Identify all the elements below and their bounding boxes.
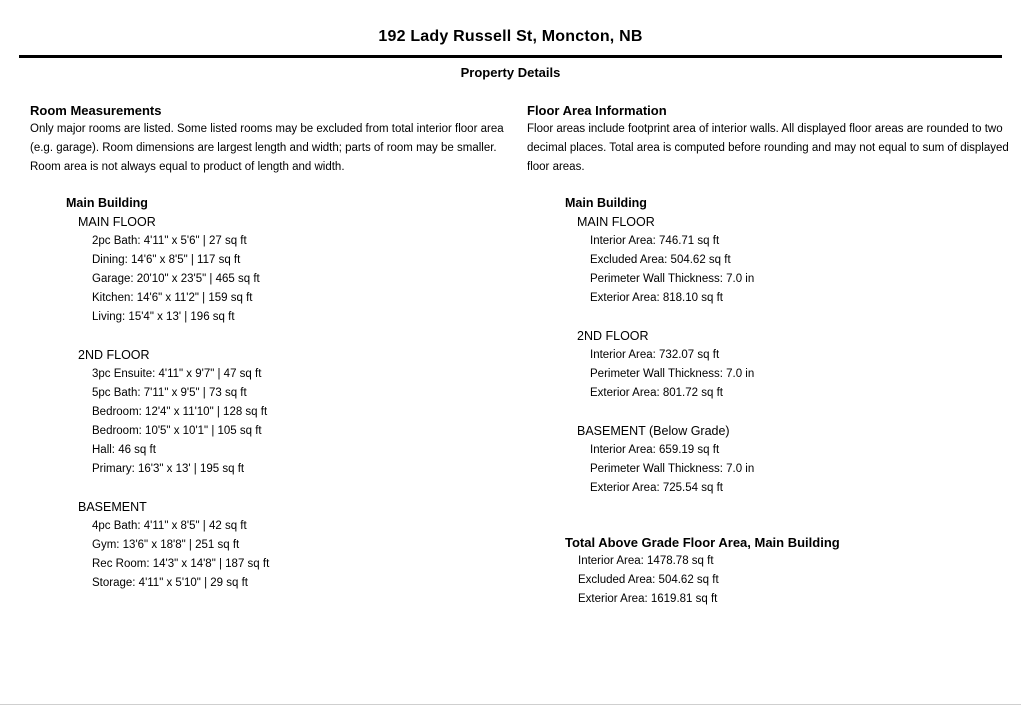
room-entry: Primary: 16'3" x 13' | 195 sq ft [92, 463, 245, 475]
floor-section-2nd-floor [30, 346, 497, 479]
floor-detail-entry: Interior Area: 659.19 sq ft [590, 444, 720, 456]
header-rule [19, 55, 1002, 58]
room-measurements-heading: Room Measurements [30, 103, 162, 118]
floor-detail-entry: Exterior Area: 801.72 sq ft [590, 387, 723, 399]
floor-detail-entry: Excluded Area: 504.62 sq ft [590, 254, 731, 266]
floor-section-main-floor [30, 213, 497, 327]
room-measurements-section [30, 101, 504, 609]
floor-name: 2ND FLOOR [78, 348, 150, 362]
room-entry: Bedroom: 10'5" x 10'1" | 105 sq ft [92, 425, 262, 437]
room-entry: 5pc Bath: 7'11" x 9'5" | 73 sq ft [92, 387, 247, 399]
description-line: Floor areas include footprint area of interior walls. All displayed floor areas are rounded to two [527, 123, 1003, 135]
room-entry: Storage: 4'11" x 5'10" | 29 sq ft [92, 577, 248, 589]
floor-detail-entry: Interior Area: 732.07 sq ft [590, 349, 720, 361]
floor-name: MAIN FLOOR [78, 215, 156, 229]
floor-detail-entry: Perimeter Wall Thickness: 7.0 in [590, 463, 755, 475]
room-entry: Hall: 46 sq ft [92, 444, 156, 456]
content-columns [0, 101, 1021, 609]
room-measurements-description [30, 120, 504, 177]
floor-area-heading: Floor Area Information [527, 103, 667, 118]
floor-section-basement [30, 498, 497, 593]
floor-detail-entry: Perimeter Wall Thickness: 7.0 in [590, 368, 755, 380]
room-entry: Living: 15'4" x 13' | 196 sq ft [92, 311, 235, 323]
room-entry: 3pc Ensuite: 4'11" x 9'7" | 47 sq ft [92, 368, 262, 380]
document-subtitle: Property Details [460, 65, 561, 80]
floor-name: BASEMENT (Below Grade) [577, 424, 730, 438]
room-entry: Rec Room: 14'3" x 14'8" | 187 sq ft [92, 558, 270, 570]
total-heading: Total Above Grade Floor Area, Main Building [565, 535, 840, 550]
floor-area-main-floor [527, 213, 1004, 308]
building-name: Main Building [66, 196, 148, 210]
room-entry: Gym: 13'6" x 18'8" | 251 sq ft [92, 539, 240, 551]
floor-area-information-section [527, 101, 1009, 609]
floor-detail-entry: Perimeter Wall Thickness: 7.0 in [590, 273, 755, 285]
description-line: floor areas. [527, 161, 585, 173]
page-bottom-rule [0, 704, 1021, 705]
floor-detail-entry: Interior Area: 746.71 sq ft [590, 235, 720, 247]
total-detail-entry: Excluded Area: 504.62 sq ft [578, 574, 719, 586]
total-detail-entry: Exterior Area: 1619.81 sq ft [578, 593, 718, 605]
floor-name: BASEMENT [78, 500, 147, 514]
room-entry: Dining: 14'6" x 8'5" | 117 sq ft [92, 254, 241, 266]
floor-name: 2ND FLOOR [577, 329, 649, 343]
building-name: Main Building [565, 196, 647, 210]
description-line: decimal places. Total area is computed before rounding and may not equal to sum of displayed [527, 142, 1009, 154]
floor-detail-entry: Exterior Area: 818.10 sq ft [590, 292, 723, 304]
room-entry: Bedroom: 12'4" x 11'10" | 128 sq ft [92, 406, 268, 418]
total-above-grade-section [527, 533, 1004, 609]
document-title: 192 Lady Russell St, Moncton, NB [378, 28, 643, 45]
floor-area-2nd-floor [527, 327, 1004, 403]
room-entry: Kitchen: 14'6" x 11'2" | 159 sq ft [92, 292, 253, 304]
floor-area-basement [527, 422, 1004, 498]
room-entry: Garage: 20'10" x 23'5" | 465 sq ft [92, 273, 260, 285]
description-line: Room area is not always equal to product of length and width. [30, 161, 345, 173]
room-entry: 4pc Bath: 4'11" x 8'5" | 42 sq ft [92, 520, 247, 532]
description-line: (e.g. garage). Room dimensions are largest length and width; parts of room may be smaller. [30, 142, 497, 154]
floor-name: MAIN FLOOR [577, 215, 655, 229]
floor-detail-entry: Exterior Area: 725.54 sq ft [590, 482, 723, 494]
room-entry: 2pc Bath: 4'11" x 5'6" | 27 sq ft [92, 235, 247, 247]
total-detail-entry: Interior Area: 1478.78 sq ft [578, 555, 714, 567]
description-line: Only major rooms are listed. Some listed rooms may be excluded from total interior floor area [30, 123, 504, 135]
floor-area-description [527, 120, 1009, 177]
